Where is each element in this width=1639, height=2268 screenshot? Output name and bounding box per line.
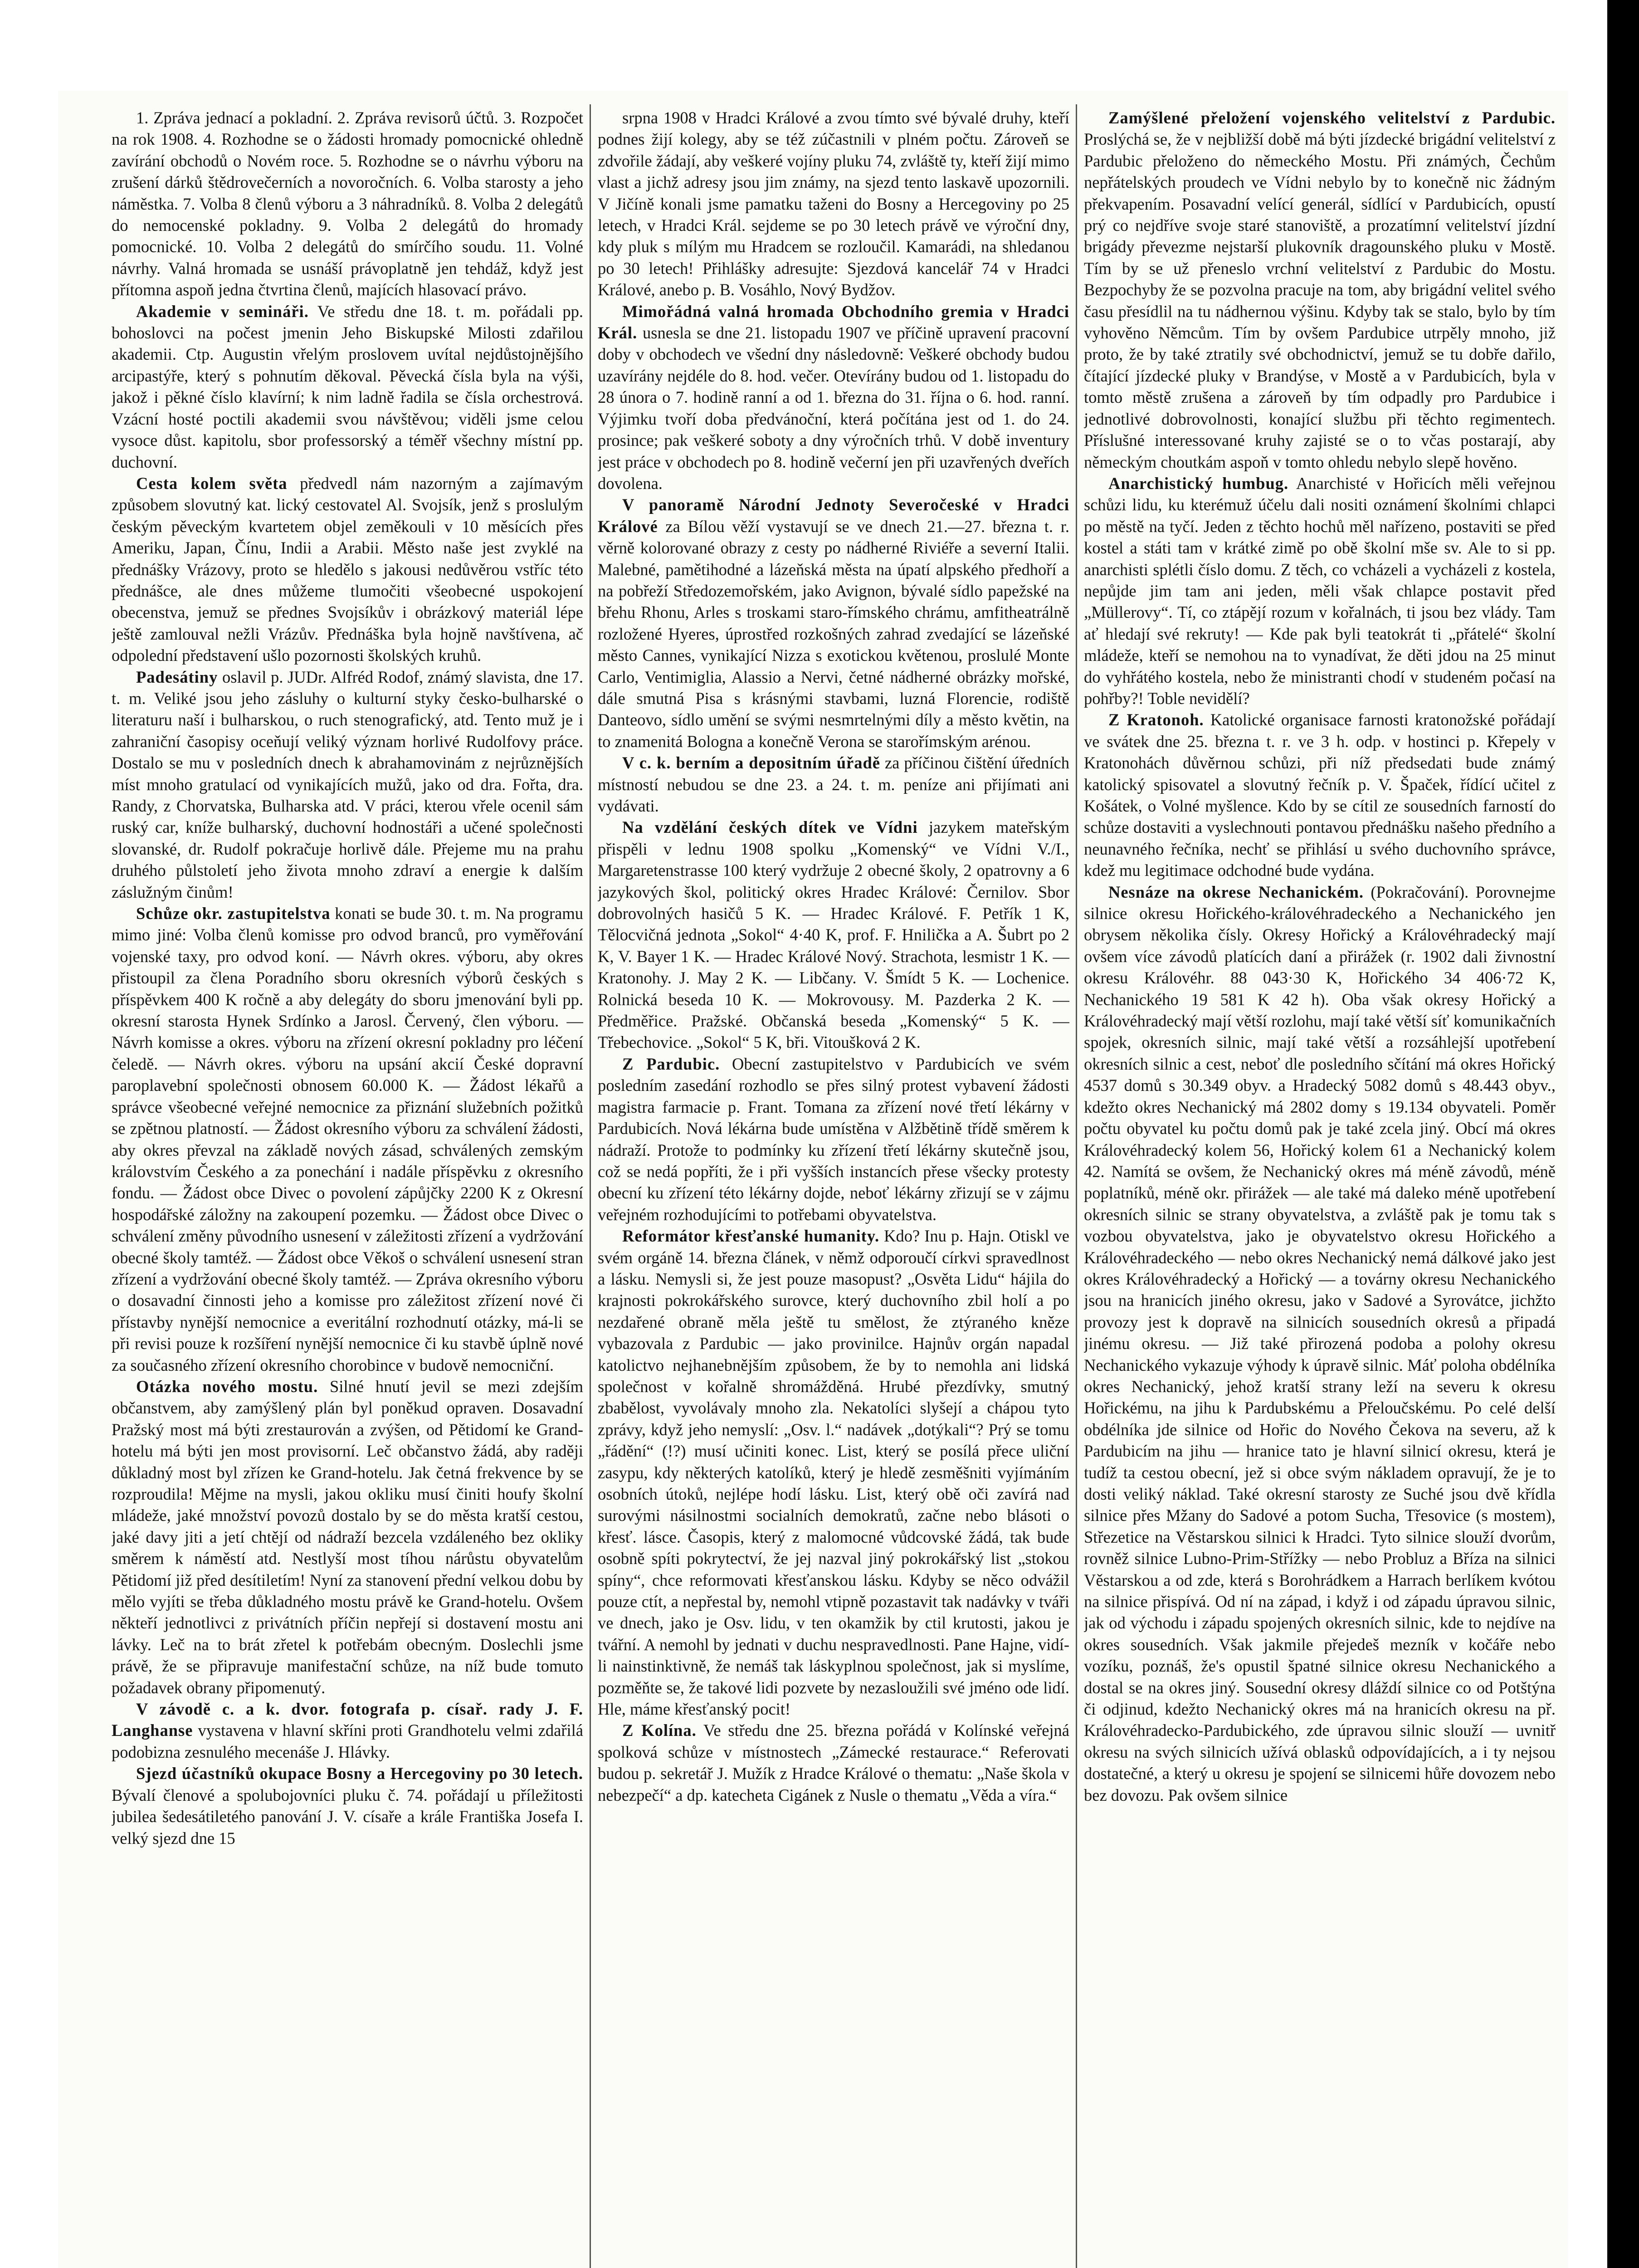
article-paragraph bbox=[112, 903, 583, 1376]
article-headline: Z Kratonoh. bbox=[1108, 710, 1204, 729]
article-headline: Zamýšlené přeložení vojenského velitelství z Pardubic. bbox=[1108, 108, 1556, 127]
article-text: Kdo? Inu p. Hajn. Otiskl ve svém orgáně 14. března článek, v němž odporoučí církvi spravedlnost a lásku. Nemysli si, že jest pouze masopust? „Osvěta Lidu“ hájila do krajnosti pokrokářského surovce, který duchovního zbil holí a po nezdařené obraně měla ještě tu smělost, že ztýraného kněze vybazovala z Pardubic — jako provinilce. Hajnův orgán napadal katolictvo nejhanebnějším způsobem, že by to nemohla ani lidská společnost v kořalně shromážděná. Hrubé přezdívky, smutný zbabělost, vyvolávaly mnoho zla. Nekatolíci slyšejí a chápou tyto zprávy, když jeho nemyslí: „Osv. l.“ nadávek „dotýkali“? Prý se tomu „řádění“ (!?) musí učiniti konec. List, který se posílá přece uliční zasypu, kdy některých katolíků, který je hledě zesměšniti vyjímáním osobních útoků, nejlépe hodí lásku. List, který obě oči zavírá nad surovými násilnostmi socialních demokratů, začne nebo blásoti o křesť. lásce. Časopis, který z malomocné vůdcovské žádá, tak bude osobně spíti pokrytectví, že jej nazval jiný pokrokářský list „stokou spíny“, chce reformovati křesťanskou lásku. Kdyby se něco odvážil pouze ctít, a nepřestal by, nemohl vtipně pozastavit tak nadávky v tváři ve dnech, jako je Osv. lidu, v ten okamžik by ctil krutosti, jakou je tvářní. A nemohl by jednati v duchu nespravedlnosti. Pane Hajne, vidí-li nainstinktivně, že nemáš tak láskyplnou společnost, jak si myslíme, pozměňte se, že takové lidi pozvete by nezasloužili své jméno ode lidí. Hle, máme křesťanský pocit! bbox=[598, 1227, 1069, 1719]
article-text: usnesla se dne 21. listopadu 1907 ve příčině upravení pracovní doby v obchodech ve všední dny následovně: Veškeré obchody budou uzavírány nejdéle do 8. hod. večer. Otevírány budou od 1. listopadu do 28 února o 7. hodině ranní a od 1. března do 31. října o 6. hod. ranní. Výjimku tvoří doba předvánoční, která počítána jest od 1. do 24. prosince; pak veškeré soboty a dny výročních trhů. V době inventury jest práce v obchodech po 8. hodině večerní jen při uzavřených dveřích dovolena. bbox=[598, 323, 1069, 493]
article-paragraph bbox=[112, 666, 583, 903]
article-headline: Mimořádná valná hromada Obchodního gremia v Hradci Král. bbox=[598, 302, 1069, 342]
article-headline: V závodě c. a k. dvor. fotografa p. císař. rady J. F. Langhanse bbox=[112, 1700, 583, 1740]
article-headline: Schůze okr. zastupitelstva bbox=[136, 904, 331, 923]
article-paragraph bbox=[112, 1763, 583, 1849]
article-paragraph bbox=[112, 301, 583, 473]
article-headline: Padesátiny bbox=[136, 667, 218, 686]
article-text: Anarchisté v Hořicích měli veřejnou schůzi lidu, ku kterémuž účelu dali nositi oznámení školními chlapci po městě na tyčí. Jeden z těchto hochů měl nařízeno, postaviti se před kostel a státi tam v krátké zimě po obě školní mše sv. Ale to si pp. anarchisti splétli číslo domu. Z těch, co vcházeli a vycházeli z kostela, nepůjde jim tam ani jeden, měli však chlapce postavit před „Müllerovy“. Tí, co ztápějí rozum v kořalnách, ti jsou bez vlády. Tam ať hledají své rekruty! — Kde pak byli teatokrát ti „přátelé“ školní mládeže, kteří se nemohou na to vynadívat, že děti jdou na 25 minut do vyhřátého kostela, nebo že ministranti chodí v studeném počasí na pohřby?! Toble nevidělí? bbox=[1084, 474, 1556, 708]
column-2 bbox=[598, 107, 1069, 2268]
article-paragraph bbox=[1084, 881, 1556, 1806]
article-text: za Bílou věží vystavují se ve dnech 21.—27. března t. r. věrně kolorované obrazy z cesty po nádherné Riviéře a severní Italii. Malebné, pamětihodné a lázeňská města na úpatí alpského předhoří a na pobřeží Středozemořském, jako Avignon, bývalé sídlo papežské na břehu Rhonu, Arles s troskami staro-římského chrámu, amfitheatrálně rozložené Hyeres, úprostřed rozkošných zahrad zvedající se lázeňské město Cannes, vynikající Nizza s exotickou květenou, proslulé Monte Carlo, Ventimiglia, Alassio a Nervi, četné nádherné obrázky mořské, dále smutná Pisa s krásnými stavbami, luzná Florencie, rodiště Danteovo, sídlo umění se svými nesmrtelnými díly a město květin, na to znamenitá Bologna a konečně Verona se starořímským arénou. bbox=[598, 517, 1069, 751]
article-headline: Akademie v semináři. bbox=[136, 302, 309, 321]
article-text: Ve středu dne 18. t. m. pořádali pp. bohoslovci na počest jmenin Jeho Biskupské Milosti zdařilou akademii. Ctp. Augustin vřelým proslovem uvítal nejdůstojnějšího arcipastýře, který s pohnutím děkoval. Pěvecká čísla byla na výši, jakož i pěkné číslo klavírní; k nim ladně řadila se čísla orchestrová. Vzácní hosté poctili akademii svou návštěvou; viděli jsme celou vysoce důst. kapitolu, sbor professorský a téměř všechny místní pp. duchovní. bbox=[112, 302, 583, 471]
article-text: Bývalí členové a spolubojovníci pluku č. 74. pořádají u příležitosti jubilea šedesátiletého panování J. V. císaře a krále Františka Josefa I. velký sjezd dne 15 bbox=[112, 1785, 583, 1848]
article-headline: Sjezd účastníků okupace Bosny a Hercegoviny po 30 letech. bbox=[136, 1764, 583, 1783]
article-paragraph bbox=[598, 107, 1069, 301]
article-headline: Na vzdělání českých dítek ve Vídni bbox=[622, 818, 918, 837]
article-headline: Z Kolína. bbox=[622, 1721, 697, 1740]
article-paragraph bbox=[1084, 107, 1556, 473]
column-3 bbox=[1084, 107, 1556, 2268]
article-headline: V c. k. berním a depositním úřadě bbox=[622, 753, 880, 772]
article-paragraph bbox=[598, 752, 1069, 816]
article-paragraph bbox=[112, 473, 583, 666]
article-text: Silné hnutí jevil se mezi zdejším občanstvem, aby zamýšlený plán byl poněkud opraven. Dosavadní Pražský most má býti zrestaurován a zvýšen, od Pětidomí ke Grand-hotelu má býti jen most provisorní. Leč občanstvo žádá, aby raději důkladný most byl zřízen ke Grand-hotelu. Jak četná frekvence by se rozproudila! Mějme na mysli, jakou okliku musí činiti houfy školní mládeže, jaké množství povozů dostalo by se do města kratší cestou, jaké davy jiti a jetí chtějí od nádraží bezcela vzdáleného bez okliky směrem k náměstí atd. Nestlyší most tíhou nárůstu obyvatelům Pětidomí již před desítiletím! Nyní za stanovení přední velkou dobu by mělo vyjíti se třeba důkladného mostu právě ke Grand-hotelu. Ovšem někteří jednotlivci z privátních příčin nepřejí si dostavení mostu ani lávky. Leč na to brát zřetel k potřebám obecným. Doslechli jsme právě, že se připravuje manifestační schůze, na níž bude tomuto požadavek obrany připomenutý. bbox=[112, 1377, 583, 1697]
article-text: předvedl nám nazorným a zajímavým způsobem slovutný kat. lický cestovatel Al. Svojsík, jenž s proslulým českým pěveckým kvartetem objel zeměkouli v 10 měsících přes Ameriku, Japan, Čínu, Indii a Arabii. Město naše jest zvyklé na přednášky Vrázovy, proto se hledělo s jakousi nedůvěrou vstříc této přednášce, ale dnes můžeme tlumočiti všeobecné uspokojení obecenstva, jemuž se přednes Svojsíkův i obrázkový materiál lépe ještě zamlouval nežli Vrázův. Přednáška byla hojně navštívena, ač odpolední představení ušlo pozornosti školských kruhů. bbox=[112, 474, 583, 665]
article-paragraph bbox=[112, 107, 583, 301]
article-text: srpna 1908 v Hradci Králové a zvou tímto své bývalé druhy, kteří podnes žijí kolegy, aby se též zúčastnili v plném počtu. Zároveň se zdvořile žádají, aby veškeré vojíny pluku 74, zvláště ty, kteří žijí mimo vlast a jichž adresy jsou jim známy, na sjezd tento laskavě upozornili. V Jičíně konali jsme pamatku taženi do Bosny a Hercegoviny po 25 letech, v Hradci Král. sejdeme se po 30 letech právě ve výroční dny, kdy pluk s mílým mu Hradcem se rozloučil. Kamarádi, na shledanou po 30 letech! Přihlášky adresujte: Sjezdová kancelář 74 v Hradci Králové, anebo p. B. Vosáhlo, Nový Bydžov. bbox=[598, 108, 1069, 299]
article-text: Ve středu dne 25. března pořádá v Kolínské veřejná spolková schůze v místnostech „Zámecké restaurace.“ Referovati budou p. sekretář J. Mužík z Hradce Králové o thematu: „Naše škola v nebezpečí“ a dp. katecheta Cigánek z Nusle o thematu „Věda a víra.“ bbox=[598, 1721, 1069, 1804]
article-headline: Nesnáze na okrese Nechanickém. bbox=[1108, 882, 1364, 901]
article-text: vystavena v hlavní skříni proti Grandhotelu velmi zdařilá podobizna zesnulého mecenáše J. Hlávky. bbox=[112, 1721, 583, 1761]
column-divider-1 bbox=[590, 104, 591, 2268]
article-paragraph bbox=[598, 301, 1069, 494]
article-text: Obecní zastupitelstvo v Pardubicích ve svém posledním zasedání rozhodlo se přes silný protest vybavení žádosti magistra farmacie p. Frant. Tomana za zřízení nové třetí lékárny v Pardubicích. Nová lékárna bude umístěna v Alžbětině třídě směrem k nádraží. Protože to podmínky ku zřízení třetí lékárny skutečně jsou, což se nedá popříti, že i při vyšších instancích přese všecky protesty obecní ku zřízení této lékárny dojde, neboť lékárny zřizují se v zájmu veřejném rozhodujícími to potřebami obyvatelstva. bbox=[598, 1054, 1069, 1224]
article-headline: V panoramě Národní Jednoty Severočeské v Hradci Králové bbox=[598, 495, 1069, 536]
article-text: jazykem mateřským přispěli v lednu 1908 spolku „Komenský“ ve Vídni V./I., Margaretenstrasse 100 který vydržuje 2 obecné školy, 2 opatrovny a 6 jazykových škol, politický okres Hradec Králové: Černilov. Sbor dobrovolných hasičů 5 K. — Hradec Králové. F. Petřík 1 K, Tělocvičná jednota „Sokol“ 4·40 K, prof. F. Hnilička a A. Šubrt po 2 K, V. Bayer 1 K. — Hradec Králové Nový. Strachota, lesmistr 1 K. — Kratonohy. J. May 2 K. — Libčany. V. Šmídt 5 K. — Lochenice. Rolnická beseda 10 K. — Mokrovousy. M. Pazderka 2 K. — Předměřice. Pražské. Občanská beseda „Komenský“ 5 K. — Třebechovice. „Sokol“ 5 K, bři. Vitoušková 2 K. bbox=[598, 818, 1069, 1052]
article-text: oslavil p. JUDr. Alfréd Rodof, známý slavista, dne 17. t. m. Veliké jsou jeho zásluhy o kulturní styky česko-bulharské o literaturu naší i bulharskou, o ruch stenografický, atd. Tento muž je i zahraniční časopisy oceňují veliký význam horlivé Rudolfovy práce. Dostalo se mu v posledních dnech k abrahamovinám z nejrůznějších míst mnoho gratulací od vynikajících mužů, jako od dra. Fořta, dra. Randy, z Chorvatska, Bulharska atd. V práci, kterou vřele ocenil sám ruský car, kníže bulharský, duchovní hodnostáři a učené společnosti slovanské, dr. Rudolf pokračuje horlivě dále. Přejeme mu na prahu druhého půlstoletí jeho života mnoho zdraví a energie k dalším záslužným činům! bbox=[112, 667, 583, 901]
column-1 bbox=[112, 107, 583, 2268]
newspaper-page bbox=[58, 91, 1568, 2268]
scan-edge-bar bbox=[1607, 0, 1639, 2268]
article-headline: Cesta kolem světa bbox=[136, 474, 288, 493]
article-paragraph bbox=[598, 816, 1069, 1053]
article-paragraph bbox=[598, 1720, 1069, 1806]
article-paragraph bbox=[598, 1225, 1069, 1720]
article-headline: Reformátor křesťanské humanity. bbox=[622, 1227, 880, 1246]
article-paragraph bbox=[1084, 473, 1556, 709]
article-text: konati se bude 30. t. m. Na programu mimo jiné: Volba členů komisse pro odvod branců, pro vyměřování vojenské taxy, pro odvod koní. — Návrh okres. výboru, aby okres přistoupil za člena Poradního sboru okresních výborů českých s příspěvkem 400 K ročně a aby delegáty do sboru jmenování byli pp. okresní starosta Hynek Srdínko a Jarosl. Červený, člen výboru. — Návrh komisse a okres. výboru na zřízení okresní pokladny pro léčení čeledě. — Návrh okres. výboru na upsání akcií České dopravní paroplavební společnosti obnosem 60.000 K. — Žádost lékařů a správce všeobecné veřejné nemocnice za přiznání služebních požitků se zpětnou platností. — Žádost okresního výboru za schválení žádosti, aby okres převzal na základě nových zásad, schválených zemským královstvím Českého a za ponechání i nadále příspěvku z okresního fondu. — Žádost obce Divec o povolení zápůjčky 2200 K z Okresní hospodářské záložny na zakoupení pozemku. — Žádost obce Divec o schválení změny původního usnesení v záležitosti zřízení a vydržování obecné školy tamtéž. — Žádost obce Věkoš o schválení usnesení stran zřízení a vydržování obecné školy tamtéž. — Zpráva okresního výboru o dosavadní činnosti jeho a komisse pro záležitost zřízení nové či přístavby nynější nemocnice a everitální rozhodnutí otázky, má-li se při revisi pouze k rozšíření nynější nemocnice či ku stavbě úplně nové za současného zřízení okresního chorobince v budově nemocniční. bbox=[112, 904, 583, 1374]
article-text: 1. Zpráva jednací a pokladní. 2. Zpráva revisorů účtů. 3. Rozpočet na rok 1908. 4. Rozhodne se o žádosti hromady pomocnické ohledně zavírání obchodů o Novém roce. 5. Rozhodne se o návrhu výboru na zrušení dárků štědrovečerních a novoročních. 6. Volba starosty a jeho náměstka. 7. Volba 8 členů výboru a 3 náhradníků. 8. Volba 2 delegátů do nemocenské pokladny. 9. Volba 2 delegátů do hromady pomocnické. 10. Volba 2 delegátů do smírčího soudu. 11. Volné návrhy. Valná hromada se usnáší právoplatně jen tehdáž, když jest přítomna aspoň jedna čtvrtina členů, majících hlasovací právo. bbox=[112, 108, 583, 299]
article-paragraph bbox=[598, 1053, 1069, 1225]
article-text: Proslýchá se, že v nejbližší době má býti jízdecké brigádní velitelství z Pardubic přeloženo do německého Mostu. Při známých, Čechům nepřátelských proudech ve Vídni nebylo by to konečně nic žádným překvapením. Posavadní velící generál, sídlící v Pardubicích, opustí prý co nejdříve svoje staré stanoviště, a prozatímní velitelství jízdní brigády převezme nejstarší plukovník dragounského pluku v Mostě. Tím by se už přeneslo vrchní velitelství z Pardubic do Mostu. Bezpochyby že se pozvolna pracuje na tom, aby brigádní velitel svého času přesídlil na tu nádhernou výšinu. Kdyby tak se stalo, bylo by tím vyhověno Němcům. Tím by ovšem Pardubice utrpěly mnoho, již proto, že by také ztratily své obchodnictví, jemuž se tu dobře dařilo, čítající jízdecké pluky v Brandýse, v Mostě a v Pardubicích, byla v tomto městě zrušena a zároveň by tím odpadly pro Pardubice i jednotlivé dobrovolnosti, konající službu při těchto regimentech. Příslušné interessované kruhy zajisté se o to včas postarají, aby německým choutkám aspoň v tomto ohledu nebylo slepě hověno. bbox=[1084, 130, 1556, 471]
article-headline: Z Pardubic. bbox=[622, 1054, 720, 1073]
article-paragraph bbox=[598, 494, 1069, 752]
column-divider-2 bbox=[1076, 104, 1077, 2268]
article-headline: Otázka nového mostu. bbox=[136, 1377, 318, 1396]
article-paragraph bbox=[112, 1698, 583, 1763]
article-text: (Pokračování). Porovnejme silnice okresu Hořického-královéhradeckého a Nechanického jen obrysem několika čísly. Okresy Hořický a Královéhradecký mají ovšem více závodů platících daní a přirážek (r. 1902 dali živnostní okresu Královéhr. 88 043·30 K, Hořického 34 406·72 K, Nechanického 19 581 K 42 h). Oba však okresy Hořický a Královéhradecký mají větší rozlohu, mají také větší síť komunikačních spojek, okresních silnic, mají také větší a rozsáhlejší upotřebení okresních silnic a cest, neboť dle posledního sčítání má okres Hořický 4537 domů s 30.349 obyv. a Hradecký 5082 domů s 48.443 obyv., kdežto okres Nechanický má 2802 domy s 19.134 obyvateli. Poměr počtu obyvatel ku počtu domů pak je také zcela jiný. Obcí má okres Královéhradecký kolem 56, Hořický kolem 61 a Nechanický kolem 42. Namítá se ovšem, že Nechanický okres má méně závodů, méně poplatníků, méně okr. přirážek — ale také má daleko méně upotřebení okresních silnic se strany obyvatelstva, a zvláště pak je tomu tak s vozbou obyvatelstva, jako je obyvatelstvo okresu Hořického a Královéhradeckého — nebo okres Nechanický nemá dálkové jako jest okres Královéhradecký a Hořický — a továrny okresu Nechanického jsou na hranicích jiného okresu, jako v Sadové a Syrovátce, jichžto provozy jest k dopravě na silnicích sousedních okresů a připadá jinému okresu. — Již také přirozená podoba a polohy okresu Nechanického vykazuje výhody k úpravě silnic. Máť poloha obdélníka okres Nechanický, jehož kratší strany leží na severu k okresu Hořickému, na jihu k Pardubskému a Přeloučskému. Po celé delší obdélníka jde silnice od Hořic do Nového Čekova na severu, až k Pardubicím na jihu — hranice tato je hlavní silnicí okresu, která je tudíž ta cestou obecní, jež si obce svým nákladem opravují, že je to dosti veliký náklad. Také okresní starosty ze Suché jsou dvě křídla silnice přes Mžany do Sadové a potom Sucha, Třesovice (s mostem), Střezetice na Věstarskou silnici k Hradci. Tyto silnice slouží dvorům, rovněž silnice Lubno-Prim-Střížky — nebo Probluz a Bříza na silnici Věstarskou a od zde, která s Borohrádkem a Harrach berlíkem kvótou na silnice přispívá. Od ní na západ, i když i od západu úpravou silnic, jak od východu i západu spojených okresních silnic, kde to nejdíve na okres sousedních. Však jakmile přejedeš mezník v kočáře nebo vozíku, poznáš, že's opustil špatné silnice okresu Nechanického a dostal se na okres jiný. Sousední okresy dláždí silnice co od Potštýna či odjinud, kdežto Nechanický okres má na hranicích okresu na př. Královéhradecko-Pardubického, zde úpravou silnic slouží — uvnitř okresu na svých silnicích užívá oblasků odpovídajících, a i ty nejsou dostatečné, a který u okresu je spojení se silnicemi hůře dovozem nebo bez dovozu. Pak ovšem silnice bbox=[1084, 882, 1556, 1804]
article-headline: Anarchistický humbug. bbox=[1108, 474, 1289, 493]
article-text: za příčinou čištění úředních místností nebudou se dne 23. a 24. t. m. peníze ani přijímati ani vydávati. bbox=[598, 753, 1069, 815]
article-paragraph bbox=[1084, 709, 1556, 881]
article-paragraph bbox=[112, 1376, 583, 1698]
article-text: Katolické organisace farnosti kratonožské pořádají ve svátek dne 25. března t. r. ve 3 h. odp. v hostinci p. Křepely v Kratonohách důvěrnou schůzi, při níž předsedati bude známý katolický spisovatel a slovutný řečník p. V. Špaček, řídící učitel z Košátek, o Volné myšlence. Kdo by se cítil ze sousedních farností do schůze dostaviti a vyslechnouti pontavou přednášku našeho předního a neunavného řečníka, nechť se přihlásí u svého duchovního správce, kdež mu legitimace odchodné bude vydána. bbox=[1084, 710, 1556, 880]
